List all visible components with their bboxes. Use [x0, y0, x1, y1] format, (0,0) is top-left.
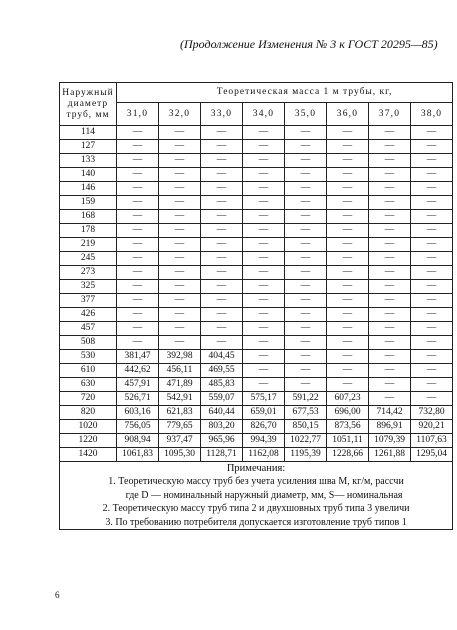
thickness-column-header: 33,0: [201, 103, 243, 126]
mass-cell: —: [159, 252, 201, 266]
mass-cell: —: [117, 140, 159, 154]
table-body: [60, 126, 453, 462]
mass-cell: —: [243, 168, 285, 182]
mass-cell: 873,56: [327, 420, 369, 434]
mass-cell: 471,89: [159, 378, 201, 392]
mass-cell: 526,71: [117, 392, 159, 406]
mass-cell: —: [117, 196, 159, 210]
mass-cell: —: [243, 266, 285, 280]
mass-cell: 994,39: [243, 434, 285, 448]
mass-cell: —: [411, 168, 453, 182]
mass-cell: —: [285, 308, 327, 322]
mass-cell: —: [285, 280, 327, 294]
mass-cell: 1162,08: [243, 448, 285, 462]
mass-cell: —: [285, 238, 327, 252]
mass-cell: —: [327, 378, 369, 392]
thickness-column-header: 31,0: [117, 103, 159, 126]
diameter-cell: 1420: [60, 448, 117, 462]
mass-cell: —: [369, 308, 411, 322]
table-row: [60, 406, 453, 420]
mass-cell: 803,20: [201, 420, 243, 434]
diameter-cell: 1220: [60, 434, 117, 448]
mass-cell: —: [285, 336, 327, 350]
diameter-cell: 720: [60, 392, 117, 406]
mass-cell: —: [369, 280, 411, 294]
mass-cell: —: [159, 336, 201, 350]
mass-cell: —: [201, 224, 243, 238]
mass-cell: —: [327, 364, 369, 378]
diameter-cell: 530: [60, 350, 117, 364]
table-row: [60, 126, 453, 140]
mass-table: [59, 82, 453, 530]
mass-cell: 575,17: [243, 392, 285, 406]
notes-row: [60, 462, 453, 530]
mass-cell: —: [369, 350, 411, 364]
mass-cell: 1261,88: [369, 448, 411, 462]
mass-cell: —: [327, 182, 369, 196]
table-row: [60, 308, 453, 322]
mass-cell: 1107,63: [411, 434, 453, 448]
mass-cell: —: [327, 140, 369, 154]
mass-cell: —: [369, 182, 411, 196]
mass-cell: —: [411, 308, 453, 322]
mass-cell: —: [117, 238, 159, 252]
mass-cell: —: [411, 378, 453, 392]
mass-cell: —: [327, 308, 369, 322]
mass-cell: 1022,77: [285, 434, 327, 448]
notes-title: Примечания:: [226, 463, 286, 474]
mass-cell: —: [411, 364, 453, 378]
mass-cell: 442,62: [117, 364, 159, 378]
mass-cell: —: [369, 378, 411, 392]
mass-cell: —: [369, 238, 411, 252]
mass-cell: —: [243, 280, 285, 294]
mass-cell: —: [117, 294, 159, 308]
mass-cell: —: [201, 322, 243, 336]
mass-cell: —: [411, 336, 453, 350]
mass-cell: —: [327, 266, 369, 280]
table-row: [60, 280, 453, 294]
mass-cell: —: [285, 252, 327, 266]
mass-cell: —: [243, 322, 285, 336]
mass-cell: —: [411, 252, 453, 266]
table-row: [60, 392, 453, 406]
mass-cell: —: [159, 210, 201, 224]
mass-cell: —: [285, 322, 327, 336]
mass-cell: 937,47: [159, 434, 201, 448]
mass-cell: 896,91: [369, 420, 411, 434]
mass-header: Теоретическая масса 1 м трубы, кг,: [117, 83, 453, 103]
table-row: [60, 378, 453, 392]
table-row: [60, 196, 453, 210]
mass-cell: —: [243, 140, 285, 154]
mass-cell: —: [369, 364, 411, 378]
mass-cell: —: [159, 126, 201, 140]
mass-cell: —: [369, 322, 411, 336]
diameter-cell: 820: [60, 406, 117, 420]
diameter-cell: 168: [60, 210, 117, 224]
mass-cell: —: [369, 168, 411, 182]
mass-cell: —: [411, 294, 453, 308]
mass-cell: —: [201, 266, 243, 280]
mass-cell: 965,96: [201, 434, 243, 448]
mass-cell: —: [243, 378, 285, 392]
thickness-column-header: 35,0: [285, 103, 327, 126]
diameter-cell: 140: [60, 168, 117, 182]
diameter-column-header: [60, 83, 117, 126]
mass-cell: —: [369, 224, 411, 238]
notes-cell: [60, 462, 453, 530]
mass-cell: —: [201, 140, 243, 154]
table-row: [60, 434, 453, 448]
mass-cell: —: [369, 126, 411, 140]
mass-cell: —: [117, 154, 159, 168]
mass-cell: 908,94: [117, 434, 159, 448]
table-row: [60, 252, 453, 266]
mass-cell: —: [159, 154, 201, 168]
mass-cell: —: [201, 154, 243, 168]
mass-cell: —: [159, 308, 201, 322]
thickness-column-header: 36,0: [327, 103, 369, 126]
diameter-cell: 133: [60, 154, 117, 168]
diameter-cell: 159: [60, 196, 117, 210]
mass-cell: 659,01: [243, 406, 285, 420]
mass-cell: 603,16: [117, 406, 159, 420]
table-row: [60, 266, 453, 280]
mass-cell: —: [327, 252, 369, 266]
diameter-header-line: диаметр: [67, 98, 109, 109]
mass-cell: —: [327, 280, 369, 294]
mass-cell: —: [369, 336, 411, 350]
notes-lines: [60, 475, 452, 529]
mass-cell: —: [159, 266, 201, 280]
mass-cell: 1051,11: [327, 434, 369, 448]
mass-cell: —: [369, 140, 411, 154]
mass-cell: —: [201, 280, 243, 294]
diameter-cell: 610: [60, 364, 117, 378]
mass-cell: —: [411, 238, 453, 252]
table-row: [60, 294, 453, 308]
diameter-cell: 426: [60, 308, 117, 322]
mass-cell: 591,22: [285, 392, 327, 406]
mass-cell: —: [201, 182, 243, 196]
table-row: [60, 224, 453, 238]
diameter-header-line: Наружный: [62, 87, 114, 98]
mass-cell: 392,98: [159, 350, 201, 364]
mass-cell: —: [117, 126, 159, 140]
mass-cell: 469,55: [201, 364, 243, 378]
mass-cell: —: [285, 294, 327, 308]
diameter-cell: 146: [60, 182, 117, 196]
mass-cell: —: [117, 322, 159, 336]
mass-cell: —: [369, 154, 411, 168]
page-header: (Продолжение Изменения № 3 к ГОСТ 20295—85): [180, 37, 438, 51]
diameter-cell: 1020: [60, 420, 117, 434]
mass-cell: 850,15: [285, 420, 327, 434]
mass-cell: 677,53: [285, 406, 327, 420]
mass-cell: —: [411, 224, 453, 238]
mass-cell: 559,07: [201, 392, 243, 406]
mass-cell: —: [285, 140, 327, 154]
mass-cell: —: [243, 224, 285, 238]
mass-cell: —: [159, 168, 201, 182]
mass-cell: —: [117, 182, 159, 196]
mass-cell: 756,05: [117, 420, 159, 434]
mass-cell: —: [285, 168, 327, 182]
mass-cell: 696,00: [327, 406, 369, 420]
mass-cell: —: [285, 126, 327, 140]
table-row: [60, 364, 453, 378]
diameter-cell: 508: [60, 336, 117, 350]
mass-cell: —: [201, 196, 243, 210]
mass-cell: —: [369, 210, 411, 224]
mass-cell: —: [411, 280, 453, 294]
mass-cell: —: [201, 168, 243, 182]
mass-cell: —: [201, 336, 243, 350]
mass-cell: —: [369, 196, 411, 210]
mass-cell: —: [117, 224, 159, 238]
diameter-cell: 114: [60, 126, 117, 140]
mass-cell: —: [243, 238, 285, 252]
mass-cell: —: [327, 238, 369, 252]
mass-cell: 826,70: [243, 420, 285, 434]
mass-cell: —: [243, 154, 285, 168]
note-line: где D — номинальный наружный диаметр, мм, S— номинальная: [125, 489, 403, 501]
mass-cell: 640,44: [201, 406, 243, 420]
mass-cell: —: [327, 126, 369, 140]
mass-cell: —: [201, 210, 243, 224]
mass-cell: —: [285, 182, 327, 196]
mass-cell: —: [243, 182, 285, 196]
mass-cell: 1195,39: [285, 448, 327, 462]
mass-cell: —: [327, 322, 369, 336]
diameter-cell: 178: [60, 224, 117, 238]
mass-cell: 607,23: [327, 392, 369, 406]
note-line: 3. По требованию потребителя допускается изготовление труб типов 1: [105, 516, 407, 528]
diameter-header-line: труб, мм: [66, 109, 110, 120]
mass-cell: —: [159, 140, 201, 154]
mass-cell: —: [369, 294, 411, 308]
mass-cell: —: [243, 364, 285, 378]
mass-cell: 621,83: [159, 406, 201, 420]
mass-cell: —: [243, 126, 285, 140]
mass-cell: —: [243, 308, 285, 322]
mass-cell: 404,45: [201, 350, 243, 364]
mass-cell: —: [159, 322, 201, 336]
mass-cell: —: [411, 210, 453, 224]
mass-cell: —: [159, 182, 201, 196]
mass-cell: —: [201, 126, 243, 140]
mass-cell: —: [411, 322, 453, 336]
mass-cell: —: [117, 266, 159, 280]
mass-cell: —: [117, 308, 159, 322]
mass-cell: —: [411, 266, 453, 280]
mass-cell: —: [411, 392, 453, 406]
mass-cell: 1295,04: [411, 448, 453, 462]
table-row: [60, 168, 453, 182]
mass-cell: 1228,66: [327, 448, 369, 462]
mass-cell: —: [243, 294, 285, 308]
table-row: [60, 182, 453, 196]
mass-cell: —: [411, 182, 453, 196]
mass-cell: —: [327, 224, 369, 238]
page-number: 6: [55, 590, 60, 600]
table-row: [60, 154, 453, 168]
thickness-column-header: 38,0: [411, 103, 453, 126]
thickness-column-header: 37,0: [369, 103, 411, 126]
mass-cell: 779,65: [159, 420, 201, 434]
mass-cell: 1061,83: [117, 448, 159, 462]
mass-cell: 542,91: [159, 392, 201, 406]
table-row: [60, 140, 453, 154]
table-row: [60, 238, 453, 252]
mass-cell: 732,80: [411, 406, 453, 420]
mass-cell: —: [159, 294, 201, 308]
mass-cell: —: [285, 378, 327, 392]
mass-cell: 714,42: [369, 406, 411, 420]
mass-cell: —: [411, 140, 453, 154]
mass-cell: 1128,71: [201, 448, 243, 462]
mass-cell: —: [285, 224, 327, 238]
mass-cell: —: [159, 224, 201, 238]
mass-cell: —: [243, 210, 285, 224]
thickness-column-header: 32,0: [159, 103, 201, 126]
mass-cell: —: [411, 126, 453, 140]
mass-cell: —: [243, 350, 285, 364]
table-row: [60, 350, 453, 364]
mass-cell: —: [159, 238, 201, 252]
diameter-cell: 245: [60, 252, 117, 266]
diameter-cell: 273: [60, 266, 117, 280]
mass-cell: —: [327, 294, 369, 308]
mass-cell: —: [327, 336, 369, 350]
mass-cell: 1079,39: [369, 434, 411, 448]
mass-cell: —: [285, 364, 327, 378]
mass-cell: —: [159, 280, 201, 294]
mass-cell: —: [243, 336, 285, 350]
mass-cell: —: [411, 350, 453, 364]
mass-cell: —: [327, 154, 369, 168]
mass-cell: 456,11: [159, 364, 201, 378]
mass-cell: 1095,30: [159, 448, 201, 462]
mass-cell: —: [285, 154, 327, 168]
note-line: 1. Теоретическую массу труб без учета усиления шва М, кг/м, рассчи: [108, 476, 404, 487]
note-line: 2. Теоретическую массу труб типа 2 и двухшовных труб типа 3 увеличи: [102, 503, 410, 514]
diameter-cell: 325: [60, 280, 117, 294]
diameter-cell: 127: [60, 140, 117, 154]
table-row: [60, 420, 453, 434]
mass-cell: —: [285, 210, 327, 224]
table-row: [60, 322, 453, 336]
mass-cell: —: [201, 252, 243, 266]
mass-cell: —: [117, 280, 159, 294]
mass-cell: —: [243, 196, 285, 210]
mass-cell: —: [117, 168, 159, 182]
mass-cell: —: [369, 392, 411, 406]
mass-cell: —: [327, 196, 369, 210]
mass-cell: —: [411, 154, 453, 168]
mass-cell: —: [201, 294, 243, 308]
mass-cell: —: [117, 210, 159, 224]
mass-cell: —: [369, 252, 411, 266]
diameter-cell: 457: [60, 322, 117, 336]
mass-cell: —: [327, 168, 369, 182]
mass-cell: —: [285, 350, 327, 364]
mass-cell: 381,47: [117, 350, 159, 364]
mass-cell: —: [327, 350, 369, 364]
mass-cell: —: [411, 196, 453, 210]
mass-cell: —: [243, 252, 285, 266]
mass-cell: 485,83: [201, 378, 243, 392]
mass-cell: —: [201, 238, 243, 252]
table-row: [60, 448, 453, 462]
thickness-header-row: [60, 103, 453, 126]
thickness-column-header: 34,0: [243, 103, 285, 126]
diameter-cell: 377: [60, 294, 117, 308]
table-row: [60, 210, 453, 224]
mass-cell: 920,21: [411, 420, 453, 434]
mass-cell: —: [117, 336, 159, 350]
mass-cell: —: [201, 308, 243, 322]
mass-cell: —: [285, 266, 327, 280]
mass-cell: 457,91: [117, 378, 159, 392]
table-row: [60, 336, 453, 350]
diameter-cell: 219: [60, 238, 117, 252]
diameter-cell: 630: [60, 378, 117, 392]
mass-cell: —: [285, 196, 327, 210]
mass-cell: —: [369, 266, 411, 280]
mass-cell: —: [159, 196, 201, 210]
mass-cell: —: [117, 252, 159, 266]
mass-cell: —: [327, 210, 369, 224]
